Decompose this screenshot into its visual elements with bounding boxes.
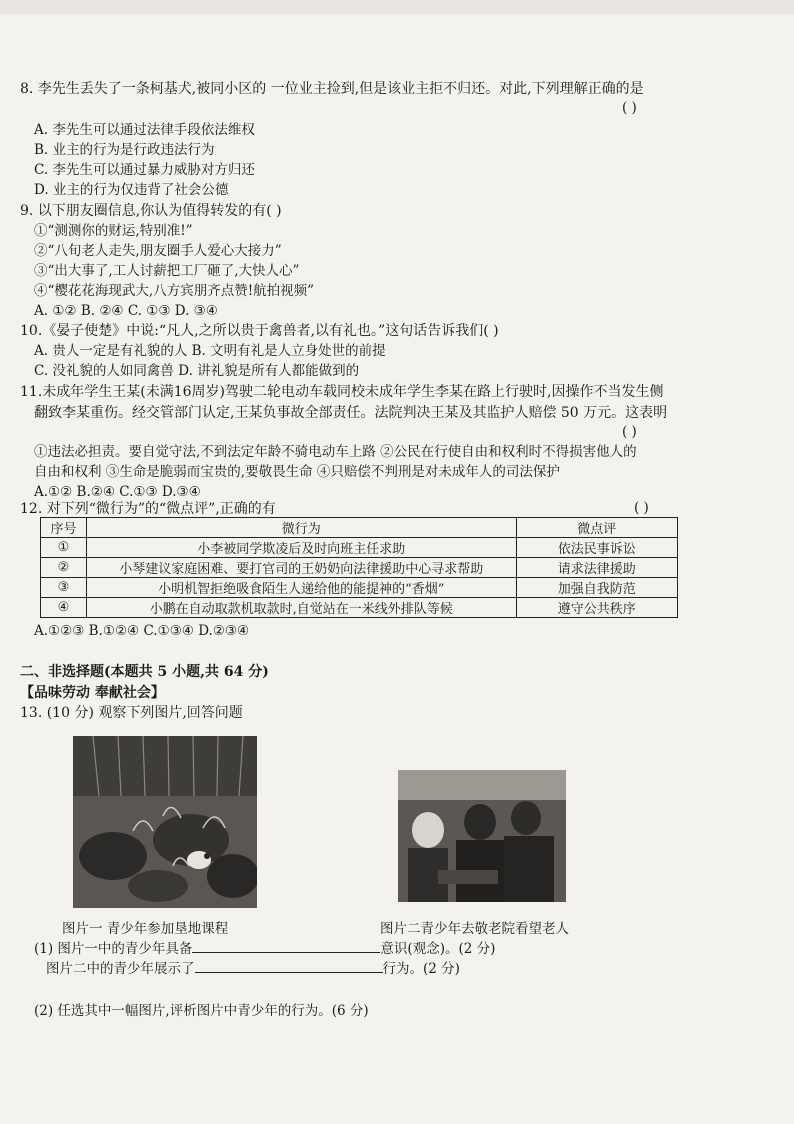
q13-sub1	[34, 940, 495, 958]
table-row	[41, 558, 678, 578]
farm-course-photo	[73, 736, 257, 908]
table-cell: 遵守公共秩序	[516, 598, 677, 618]
q13-sub1-answer-blank[interactable]	[192, 952, 380, 953]
q13-sub2-answer-blank[interactable]	[195, 972, 383, 973]
photo1-caption: 图片一 青少年参加垦地课程	[62, 921, 229, 937]
page-top-edge	[0, 0, 794, 14]
q9-item-4: ④“樱花花海现武大,八方宾朋齐点赞!航拍视频”	[34, 283, 315, 299]
table-cell: 小明机智拒绝吸食陌生人递给他的能提神的“香烟”	[86, 578, 516, 598]
table-cell: ④	[41, 598, 87, 618]
q12-table	[40, 517, 678, 618]
q12-options: A.①②③ B.①②④ C.①③④ D.②③④	[34, 623, 250, 639]
table-header-cell: 微点评	[516, 518, 677, 538]
q12-stem: 12. 对下列“微行为”的“微点评”,正确的有	[20, 501, 276, 517]
q8-option-c: C. 李先生可以通过暴力威胁对方归还	[34, 162, 255, 178]
q11-items-line1: ①违法必担责。要自觉守法,不到法定年龄不骑电动车上路 ②公民在行使自由和权利时不得损害他人的	[34, 444, 637, 460]
q11-answer-paren: ( )	[622, 424, 637, 440]
section2-title: 二、非选择题(本题共 5 小题,共 64 分)	[20, 664, 269, 680]
table-header-row	[41, 518, 678, 538]
q10-options-row2: C. 没礼貌的人如同禽兽 D. 讲礼貌是所有人都能做到的	[34, 363, 360, 379]
table-row	[41, 598, 678, 618]
q11-items-line2: 自由和权利 ③生命是脆弱而宝贵的,要敬畏生命 ④只赔偿不判刑是对未成年人的司法保护	[34, 464, 560, 480]
table-cell: 小琴建议家庭困难、要打官司的王奶奶向法律援助中心寻求帮助	[86, 558, 516, 578]
table-cell: ②	[41, 558, 87, 578]
table-cell: 小鹏在自动取款机取款时,自觉站在一米线外排队等候	[86, 598, 516, 618]
table-row	[41, 538, 678, 558]
q13-sub2	[46, 960, 460, 978]
table-cell: ③	[41, 578, 87, 598]
q8-stem: 8. 李先生丢失了一条柯基犬,被同小区的 一位业主捡到,但是该业主拒不归还。对此,下列理解正确的是	[20, 81, 644, 97]
section2-theme: 【品味劳动 奉献社会】	[20, 685, 165, 701]
photo2-caption: 图片二青少年去敬老院看望老人	[380, 921, 569, 937]
table-row	[41, 578, 678, 598]
q13-sub2-prefix: 图片二中的青少年展示了	[46, 961, 195, 977]
q11-stem-line2: 翻致李某重伤。经交管部门认定,王某负事故全部责任。法院判决王某及其监护人赔偿 50 万元。这表明	[34, 405, 668, 421]
q13-sub1-prefix: (1) 图片一中的青少年具备	[34, 941, 193, 957]
q12-answer-paren: ( )	[634, 500, 649, 516]
q10-options-row1: A. 贵人一定是有礼貌的人 B. 文明有礼是人立身处世的前提	[34, 343, 386, 359]
nursing-home-visit-photo	[398, 770, 566, 902]
table-cell: 请求法律援助	[516, 558, 677, 578]
q11-options: A.①② B.②④ C.①③ D.③④	[34, 484, 201, 500]
table-cell: ①	[41, 538, 87, 558]
q8-option-a: A. 李先生可以通过法律手段依法维权	[34, 122, 255, 138]
q8-answer-paren: ( )	[622, 100, 637, 116]
table-header-cell: 序号	[41, 518, 87, 538]
q13-sub3: (2) 任选其中一幅图片,评析图片中青少年的行为。(6 分)	[34, 1003, 369, 1019]
q8-option-b: B. 业主的行为是行政违法行为	[34, 142, 215, 158]
q9-item-2: ②“八旬老人走失,朋友圈手人爱心大接力”	[34, 243, 282, 259]
q13-sub2-suffix: 行为。(2 分)	[382, 961, 460, 977]
table-header-cell: 微行为	[86, 518, 516, 538]
table-cell: 加强自我防范	[516, 578, 677, 598]
q8-option-d: D. 业主的行为仅违背了社会公德	[34, 182, 229, 198]
q13-stem: 13. (10 分) 观察下列图片,回答问题	[20, 705, 243, 721]
q9-item-1: ①“测测你的财运,特别准!”	[34, 223, 193, 239]
q9-options: A. ①② B. ②④ C. ①③ D. ③④	[34, 303, 218, 319]
q10-stem: 10.《晏子使楚》中说:“凡人,之所以贵于禽兽者,以有礼也。”这句话告诉我们( )	[20, 323, 499, 339]
table-cell: 依法民事诉讼	[516, 538, 677, 558]
table-cell: 小李被同学欺凌后及时向班主任求助	[86, 538, 516, 558]
q11-stem-line1: 11.未成年学生王某(未满16周岁)驾驶二轮电动车载同校未成年学生李某在路上行驶时,因操作不当发生侧	[20, 384, 664, 400]
q9-stem: 9. 以下朋友圈信息,你认为值得转发的有( )	[20, 203, 282, 219]
q13-sub1-suffix: 意识(观念)。(2 分)	[380, 941, 496, 957]
q9-item-3: ③“出大事了,工人讨薪把工厂砸了,大快人心”	[34, 263, 300, 279]
